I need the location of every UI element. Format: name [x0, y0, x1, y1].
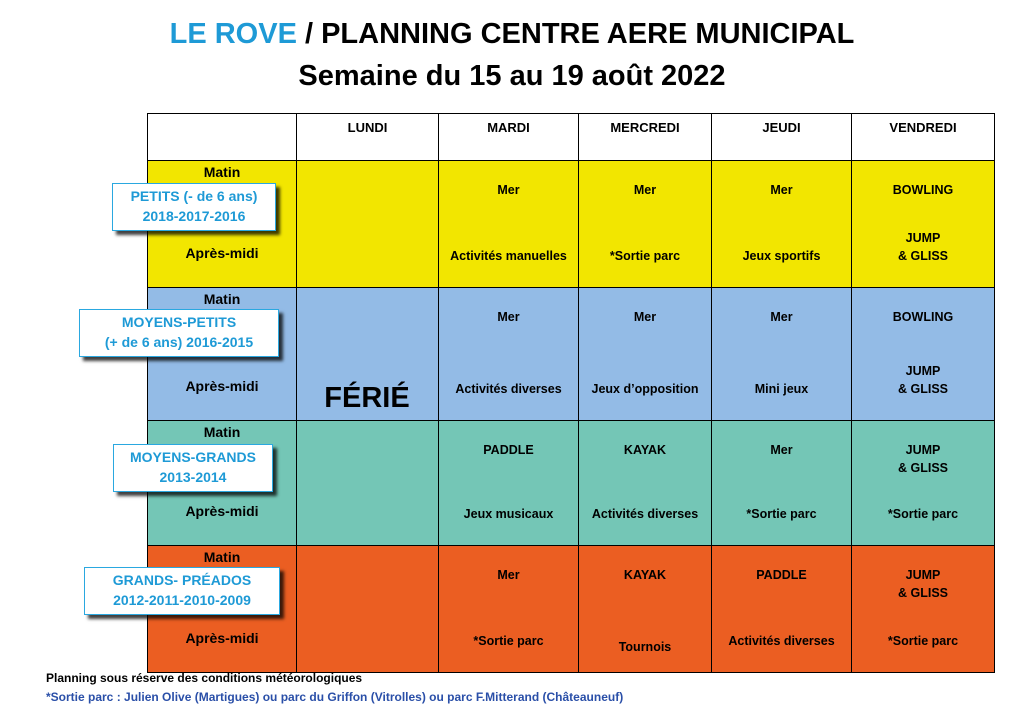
day-header: MARDI: [439, 114, 579, 161]
afternoon-label: Après-midi: [185, 630, 259, 646]
activity-cell: Mer Mini jeux: [712, 288, 852, 421]
weather-note: Planning sous réserve des conditions météorologiques: [46, 671, 363, 685]
group-badge-moyens-petits: MOYENS-PETITS (+ de 6 ans) 2016-2015: [79, 309, 279, 357]
afternoon-label: Après-midi: [185, 378, 259, 394]
activity-cell: PADDLE Activités diverses: [712, 546, 852, 673]
group-row: [148, 421, 995, 546]
activity-cell: PADDLE Jeux musicaux: [439, 421, 579, 546]
activity-cell: Mer *Sortie parc: [579, 161, 712, 288]
afternoon-label: Après-midi: [185, 503, 259, 519]
morning-label: Matin: [203, 549, 241, 565]
title-text: / PLANNING CENTRE AERE MUNICIPAL: [296, 18, 855, 50]
activity-cell: KAYAK Tournois: [579, 546, 712, 673]
day-header: VENDREDI: [852, 114, 995, 161]
activity-cell: Mer Jeux sportifs: [712, 161, 852, 288]
activity-cell: BOWLING JUMP & GLISS: [852, 288, 995, 421]
monday-cell: [297, 161, 439, 288]
activity-cell: KAYAK Activités diverses: [579, 421, 712, 546]
brand-name: LE ROVE: [169, 18, 297, 50]
header-row: [148, 114, 995, 161]
day-header: JEUDI: [712, 114, 852, 161]
activity-cell: JUMP & GLISS *Sortie parc: [852, 421, 995, 546]
corner-cell: [148, 114, 297, 161]
group-badge-grands-preados: GRANDS- PRÉADOS 2012-2011-2010-2009: [84, 567, 280, 615]
morning-label: Matin: [203, 424, 241, 440]
afternoon-label: Après-midi: [185, 245, 259, 261]
activity-cell: Mer *Sortie parc: [712, 421, 852, 546]
day-header: LUNDI: [297, 114, 439, 161]
activity-cell: BOWLING JUMP & GLISS: [852, 161, 995, 288]
week-subtitle: Semaine du 15 au 19 août 2022: [298, 60, 726, 92]
activity-cell: Mer Activités diverses: [439, 288, 579, 421]
activity-cell: Mer *Sortie parc: [439, 546, 579, 673]
holiday-label: FÉRIÉ: [324, 382, 410, 414]
morning-label: Matin: [203, 164, 241, 180]
group-badge-petits: PETITS (- de 6 ans) 2018-2017-2016: [112, 183, 276, 231]
morning-label: Matin: [203, 291, 241, 307]
activity-cell: Mer Jeux d’opposition: [579, 288, 712, 421]
park-note: *Sortie parc : Julien Olive (Martigues) ou parc du Griffon (Vitrolles) ou parc F.Mitterand (Châteauneuf): [46, 690, 624, 704]
activity-cell: JUMP & GLISS *Sortie parc: [852, 546, 995, 673]
monday-cell: [297, 546, 439, 673]
group-badge-moyens-grands: MOYENS-GRANDS 2013-2014: [113, 444, 273, 492]
page-title: [0, 14, 1024, 54]
monday-cell: [297, 421, 439, 546]
activity-cell: Mer Activités manuelles: [439, 161, 579, 288]
day-header: MERCREDI: [579, 114, 712, 161]
